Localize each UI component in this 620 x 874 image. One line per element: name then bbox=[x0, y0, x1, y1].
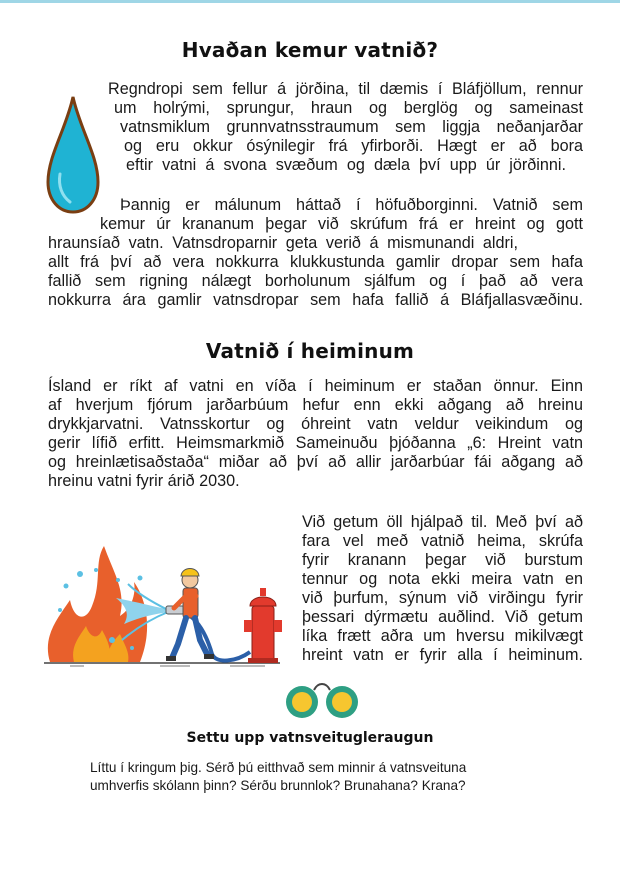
s1-line: vatnsmiklum grunnvatnsstraumum sem liggja neðanjarðar bbox=[120, 118, 583, 136]
s1-line: hraunsíað vatn. Vatnsdroparnir geta verið á mismunandi aldri, bbox=[48, 234, 518, 252]
s2-help-line: fyrir kranann þegar við burstum bbox=[302, 551, 583, 569]
s2-help-line: við þurfum, sýnum við virðingu fyrir bbox=[302, 589, 583, 607]
s2-help-line: líka frætt aðra um hversu mikilvægt bbox=[302, 627, 583, 645]
s2-line: af hverjum fjórum jarðarbúum hefur enn ekki aðgang að hreinu bbox=[48, 396, 583, 414]
s1-line: allt frá því að vera nokkurra klukkustunda gamlir dropar sem hafa bbox=[48, 253, 583, 271]
glasses-icon bbox=[284, 680, 360, 720]
s2-help-line: Við getum öll hjálpað til. Með því að bbox=[302, 513, 583, 531]
s1-line: nokkurra ára gamlir vatnsdropar sem hafa fallið á Bláfjallasvæðinu. bbox=[48, 291, 583, 309]
s1-line: Regndropi sem fellur á jörðina, til dæmis í Bláfjöllum, rennur bbox=[108, 80, 583, 98]
s3-line: Líttu í kringum þig. Sérð þú eitthvað sem minnir á vatnsveituna bbox=[90, 760, 467, 775]
section2-title: Vatnið í heiminum bbox=[205, 339, 415, 363]
section3-title: Settu upp vatnsveitugleraugun bbox=[186, 730, 434, 746]
s2-help-line: þessari dýrmætu auðlind. Við getum bbox=[302, 608, 583, 626]
s1-line: Þannig er málunum háttað í höfuðborginni. Vatnið sem bbox=[120, 196, 583, 214]
s2-line: Ísland er ríkt af vatni en víða í heiminum er staðan önnur. Einn bbox=[48, 377, 583, 395]
s2-line: og hreinlætisaðstaða“ miðar að því að allir jarðarbúar fái aðgang að bbox=[48, 453, 583, 471]
firefighter-illustration bbox=[40, 540, 290, 672]
s2-line: gerir lífið erfitt. Heimsmarkmið Sameinuðu þjóðanna „6: Hreint vatn bbox=[48, 434, 583, 452]
s2-line: drykkjarvatni. Vatnsskortur og óhreint vatn veldur veikindum og bbox=[48, 415, 583, 433]
s2-help-line: hreint vatn er fyrir alla í heiminum. bbox=[302, 646, 583, 664]
s1-line: eftir vatni á svona svæðum og dæla því upp úr jörðinni. bbox=[126, 156, 566, 174]
s1-line: fallið sem rigning nálægt borholunum sjálfum og í það að vera bbox=[48, 272, 583, 290]
s2-help-line: tennur og nota ekki meira vatn en bbox=[302, 570, 583, 588]
section1-title: Hvaðan kemur vatnið? bbox=[181, 38, 439, 62]
s2-help-line: fara vel með vatnið heima, skrúfa bbox=[302, 532, 583, 550]
top-border bbox=[0, 0, 620, 3]
s1-line: kemur úr krananum þegar við skrúfum frá er hreint og gott bbox=[100, 215, 583, 233]
water-drop-icon bbox=[44, 94, 102, 216]
s1-line: um holrými, sprungur, hraun og berglög og sameinast bbox=[114, 99, 583, 117]
s3-line: umhverfis skólann þinn? Sérðu brunnlok? Brunahana? Krana? bbox=[90, 778, 466, 793]
s2-line: hreinu vatni fyrir árið 2030. bbox=[48, 472, 240, 490]
s1-line: og eru okkur ósýnilegir frá yfirborði. Hægt er að bora bbox=[124, 137, 583, 155]
